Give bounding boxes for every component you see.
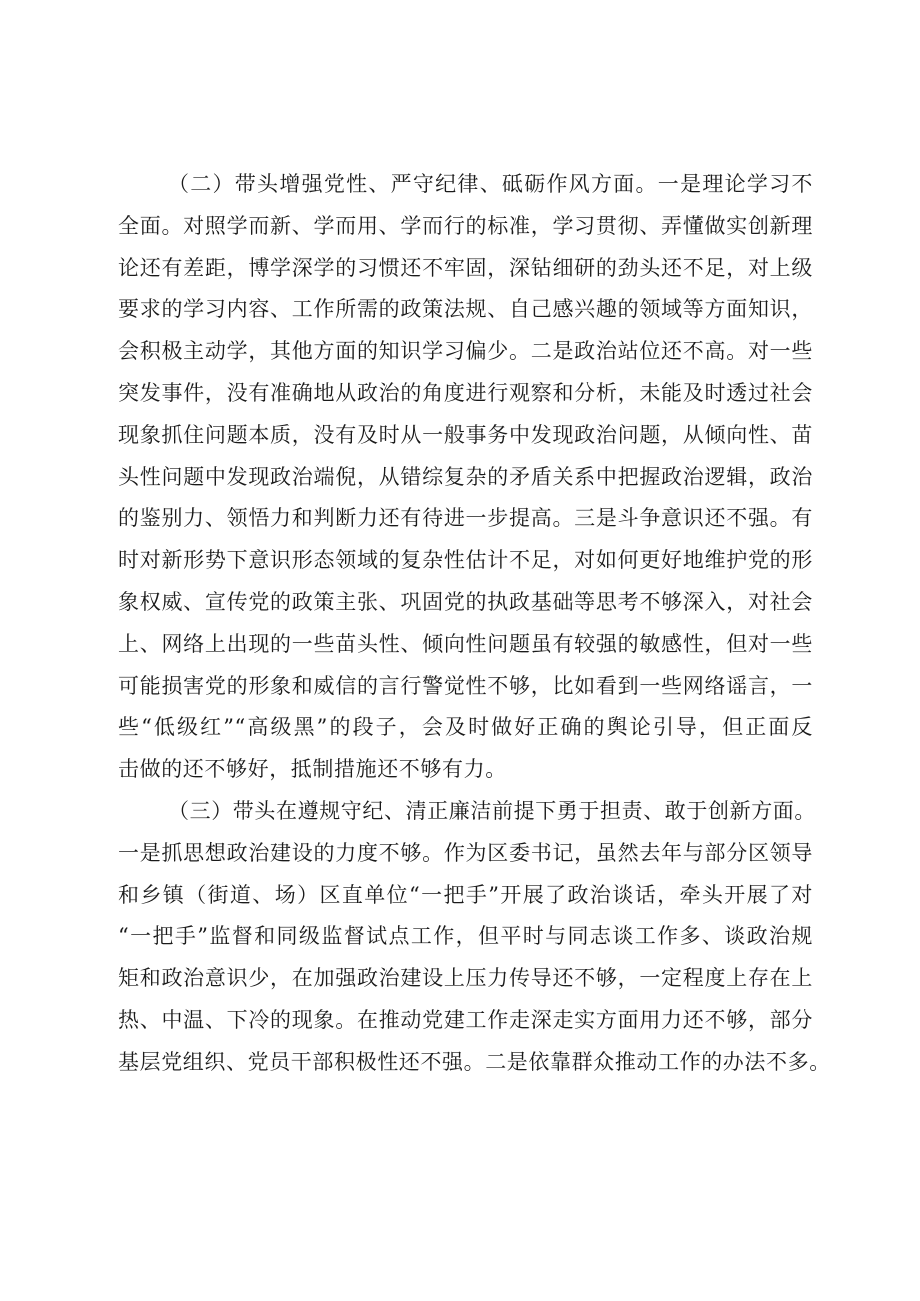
text-line: 些“低级红”“高级黑”的段子，会及时做好正确的舆论引导，但正面反 [118,715,813,740]
text-line: 时对新形势下意识形态领域的复杂性估计不足，对如何更好地维护党的形 [118,548,813,573]
text-line: 全面。对照学而新、学而用、学而行的标准，学习贯彻、弄懂做实创新理 [118,213,813,238]
text-line: （二）带头增强党性、严守纪律、砥砺作风方面。一是理论学习不 [168,172,813,196]
document-body [118,164,831,1084]
text-line: 会积极主动学，其他方面的知识学习偏少。二是政治站位还不高。对一些 [118,339,813,364]
text-line: 矩和政治意识少，在加强政治建设上压力传导还不够，一定程度上存在上 [118,966,813,991]
text-line: 和乡镇（街道、场）区直单位“一把手”开展了政治谈话，牵头开展了对 [118,882,813,907]
text-line: 热、中温、下冷的现象。在推动党建工作走深走实方面用力还不够，部分 [118,1007,813,1032]
text-line: 一是抓思想政治建设的力度不够。作为区委书记，虽然去年与部分区领导 [118,840,813,865]
text-line: （三）带头在遵规守纪、清正廉洁前提下勇于担责、敢于创新方面。 [168,798,816,823]
text-line: 要求的学习内容、工作所需的政策法规、自己感兴趣的领域等方面知识， [118,297,813,322]
text-line: “一把手”监督和同级监督试点工作，但平时与同志谈工作多、谈政治规 [118,924,813,949]
text-line: 击做的还不够好，抵制措施还不够有力。 [118,757,507,782]
text-line: 上、网络上出现的一些苗头性、倾向性问题虽有较强的敏感性，但对一些 [118,631,813,656]
text-line: 论还有差距，博学深学的习惯还不牢固，深钻细研的劲头还不足，对上级 [118,255,813,280]
text-line: 基层党组织、党员干部积极性还不强。二是依靠群众推动工作的办法不多。 [118,1049,831,1074]
text-line: 现象抓住问题本质，没有及时从一般事务中发现政治问题，从倾向性、苗 [118,422,813,447]
text-line: 的鉴别力、领悟力和判断力还有待进一步提高。三是斗争意识还不强。有 [118,506,813,531]
text-line: 可能损害党的形象和威信的言行警觉性不够，比如看到一些网络谣言，一 [118,673,813,698]
text-line: 象权威、宣传党的政策主张、巩固党的执政基础等思考不够深入，对社会 [118,589,813,614]
paragraph-section-2 [118,164,813,791]
paragraph-section-3 [118,791,831,1084]
text-line: 头性问题中发现政治端倪，从错综复杂的矛盾关系中把握政治逻辑，政治 [118,464,813,489]
text-line: 突发事件，没有准确地从政治的角度进行观察和分析，未能及时透过社会 [118,380,813,405]
